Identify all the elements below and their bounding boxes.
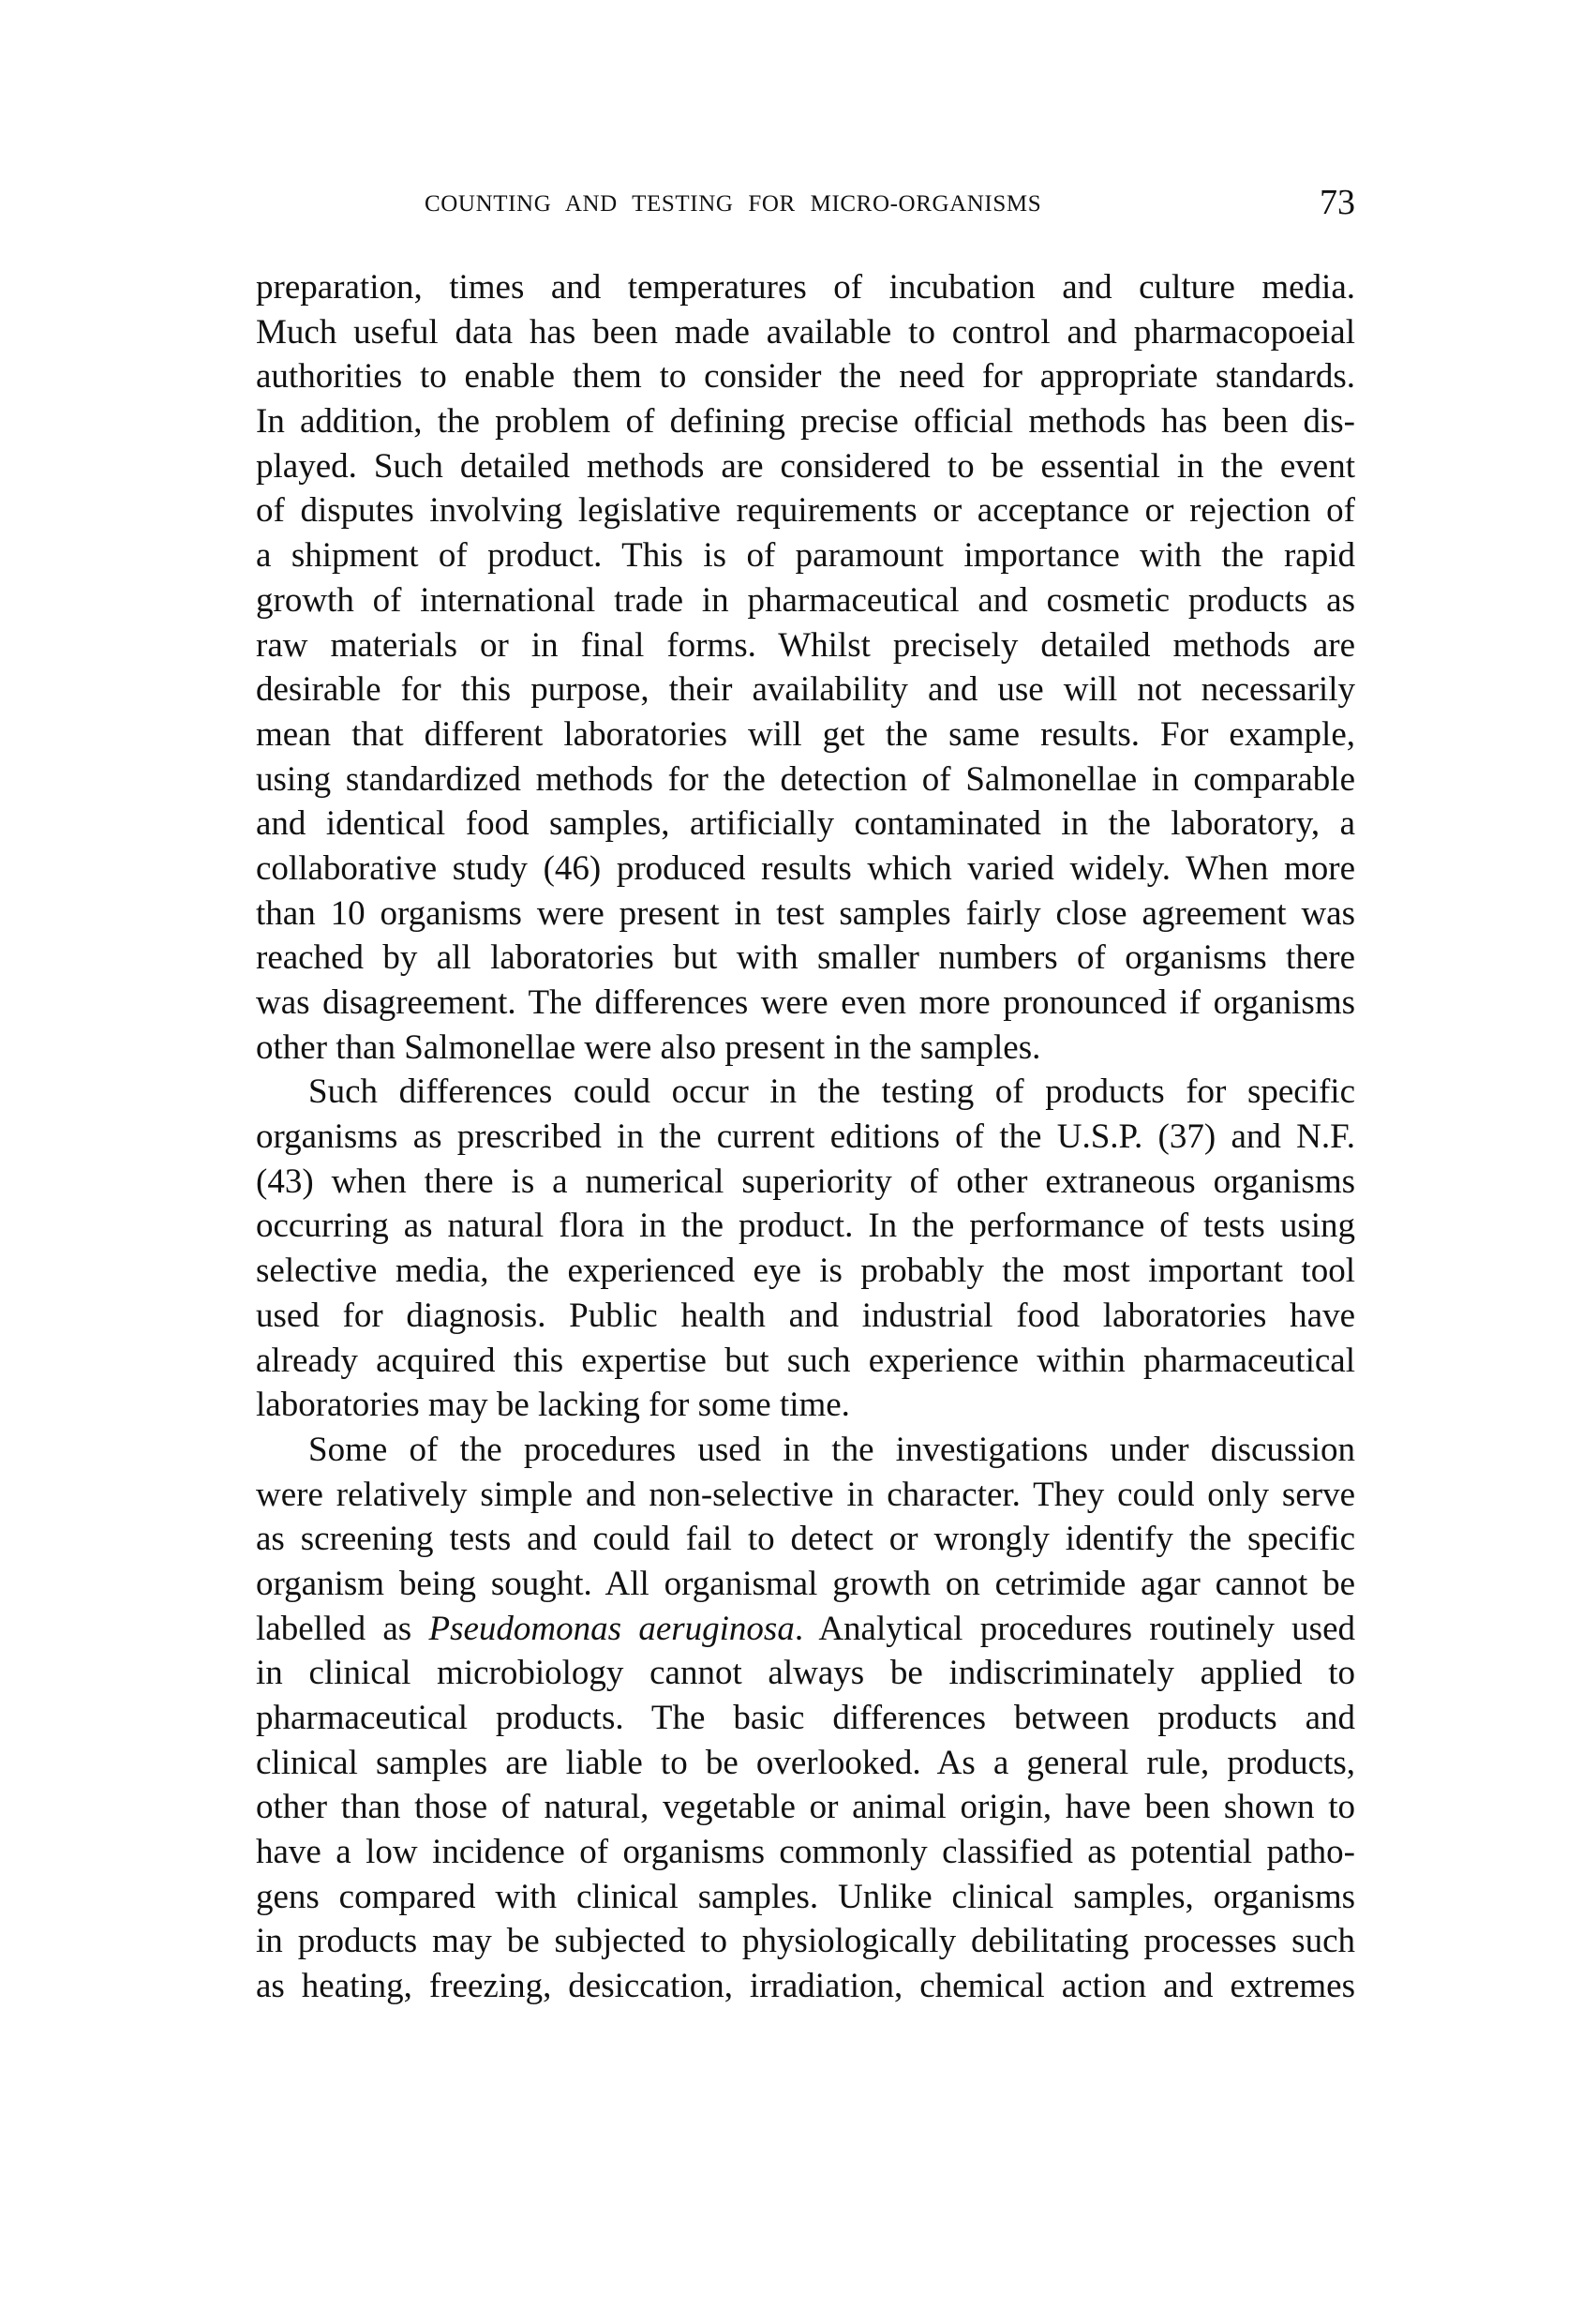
text-line: (43) when there is a numerical superiority of other extraneous organisms: [256, 1162, 1355, 1201]
text-line: growth of international trade in pharmaceutical and cosmetic products as: [256, 580, 1355, 620]
text-line: used for diagnosis. Public health and industrial food laboratories have: [256, 1296, 1355, 1335]
text-line: was disagreement. The differences were even more pronounced if organisms: [256, 983, 1355, 1022]
text-line: and identical food samples, artificially contaminated in the laboratory, a: [256, 804, 1355, 844]
body-text: [256, 265, 1355, 2009]
text-segment: . Analytical procedures routinely used: [794, 1609, 1355, 1648]
text-line: organism being sought. All organismal growth on cetrimide agar cannot be: [256, 1564, 1355, 1603]
text-line: in products may be subjected to physiologically debilitating processes such: [256, 1922, 1355, 1961]
text-line: preparation, times and temperatures of incubation and culture media.: [256, 268, 1355, 307]
text-line: already acquired this expertise but such experience within pharmaceutical: [256, 1341, 1355, 1380]
text-line: laboratories may be lacking for some time.: [256, 1386, 850, 1425]
paragraph: [256, 265, 1355, 1070]
text-line: were relatively simple and non-selective in character. They could only serve: [256, 1475, 1355, 1514]
text-line: In addition, the problem of defining precise official methods has been dis-: [256, 402, 1355, 442]
text-line: desirable for this purpose, their availability and use will not necessarily: [256, 670, 1355, 710]
text-line: Some of the procedures used in the investigations under discussion: [308, 1430, 1355, 1469]
text-line: other than Salmonellae were also present in the samples.: [256, 1027, 1041, 1067]
text-line: clinical samples are liable to be overlooked. As a general rule, products,: [256, 1743, 1355, 1782]
text-line: in clinical microbiology cannot always be indiscriminately applied to: [256, 1654, 1355, 1693]
text-line: than 10 organisms were present in test samples fairly close agreement was: [256, 893, 1355, 933]
page-number: 73: [1320, 183, 1355, 222]
text-segment: labelled as: [256, 1609, 429, 1648]
text-line: of disputes involving legislative requirements or acceptance or rejection of: [256, 491, 1355, 531]
text-line: Much useful data has been made available to control and pharmacopoeial: [256, 312, 1355, 352]
text-line: pharmaceutical products. The basic differences between products and: [256, 1699, 1355, 1737]
text-line: gens compared with clinical samples. Unlike clinical samples, organisms: [256, 1877, 1355, 1916]
text-line: Such differences could occur in the testing of products for specific: [308, 1072, 1355, 1112]
text-line: as heating, freezing, desiccation, irradiation, chemical action and extremes: [256, 1967, 1355, 2006]
text-line: using standardized methods for the detection of Salmonellae in comparable: [256, 759, 1355, 799]
text-line: have a low incidence of organisms commonly classified as potential patho-: [256, 1833, 1355, 1872]
text-line: organisms as prescribed in the current editions of the U.S.P. (37) and N.F.: [256, 1117, 1355, 1157]
text-line: other than those of natural, vegetable or animal origin, have been shown to: [256, 1788, 1355, 1827]
running-head: COUNTING AND TESTING FOR MICRO-ORGANISMS: [425, 191, 1042, 217]
text-line: mean that different laboratories will get the same results. For example,: [256, 714, 1355, 754]
italic-species-name: Pseudomonas aeruginosa: [428, 1609, 795, 1648]
text-line: reached by all laboratories but with smaller numbers of organisms there: [256, 938, 1355, 978]
text-line: a shipment of product. This is of paramount importance with the rapid: [256, 536, 1355, 576]
paragraph: [256, 1428, 1355, 2009]
text-line: [256, 1607, 1355, 1652]
text-line: as screening tests and could fail to detect or wrongly identify the specific: [256, 1520, 1355, 1559]
page-header: [256, 183, 1355, 227]
text-line: authorities to enable them to consider the need for appropriate standards.: [256, 357, 1355, 397]
text-line: collaborative study (46) produced results which varied widely. When more: [256, 848, 1355, 888]
text-line: occurring as natural flora in the product. In the performance of tests using: [256, 1207, 1355, 1246]
paragraph: [256, 1070, 1355, 1428]
text-line: played. Such detailed methods are considered to be essential in the event: [256, 446, 1355, 486]
text-line: raw materials or in final forms. Whilst precisely detailed methods are: [256, 625, 1355, 665]
text-line: selective media, the experienced eye is probably the most important tool: [256, 1252, 1355, 1291]
